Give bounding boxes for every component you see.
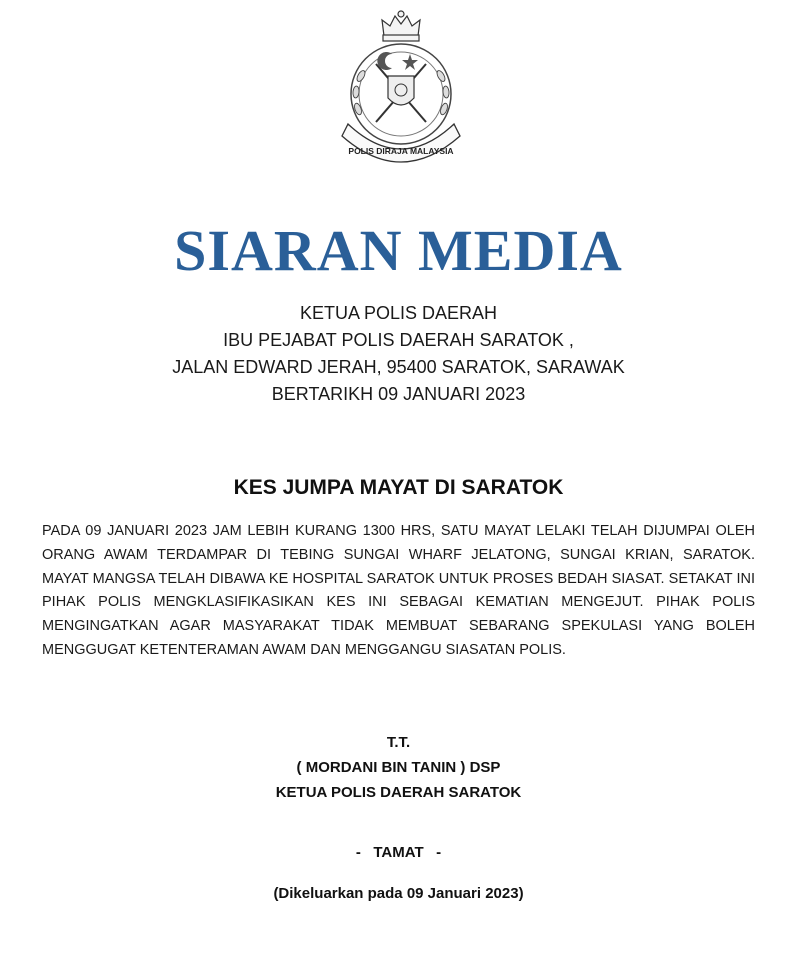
page-title: SIARAN MEDIA — [174, 218, 623, 283]
issued-date: (Dikeluarkan pada 09 Januari 2023) — [273, 885, 524, 902]
body-line: PIHAK POLIS MENGKLASIFIKASIKAN KES INI SEBAGAI KEMATIAN MENGEJUT. PIHAK POLIS — [42, 594, 755, 611]
police-crest-icon — [330, 6, 472, 170]
header-line: KETUA POLIS DAERAH — [299, 303, 498, 323]
header-line: BERTARIKH 09 JANUARI 2023 — [271, 384, 526, 404]
signature-name: ( MORDANI BIN TANIN ) DSP — [296, 759, 501, 776]
signature-tt: T.T. — [386, 734, 411, 751]
end-mark: - TAMAT - — [355, 844, 442, 861]
header-line: JALAN EDWARD JERAH, 95400 SARATOK, SARAWAK — [172, 357, 625, 377]
body-line: MAYAT MANGSA TELAH DIBAWA KE HOSPITAL SARATOK UNTUK PROSES BEDAH SIASAT. SETAKAT INI — [42, 570, 755, 587]
header-block — [0, 300, 797, 408]
body-paragraph — [42, 520, 755, 663]
body-line: PADA 09 JANUARI 2023 JAM LEBIH KURANG 1300 HRS, SATU MAYAT LELAKI TELAH DIJUMPAI OLEH — [42, 523, 755, 539]
case-title: KES JUMPA MAYAT DI SARATOK — [233, 476, 564, 499]
body-line: MENGGUGAT KETENTERAMAN AWAM DAN MENGGANGU SIASATAN POLIS. — [42, 641, 566, 658]
signature-block — [0, 730, 797, 805]
svg-text:POLIS DIRAJA MALAYSIA: POLIS DIRAJA MALAYSIA — [348, 146, 454, 156]
header-line: IBU PEJABAT POLIS DAERAH SARATOK , — [223, 330, 574, 350]
signature-position: KETUA POLIS DAERAH SARATOK — [275, 784, 522, 801]
body-line: MENGINGATKAN AGAR MASYARAKAT TIDAK MEMBUAT SEBARANG SPEKULASI YANG BOLEH — [42, 618, 755, 635]
body-line: ORANG AWAM TERDAMPAR DI TEBING SUNGAI WHARF JELATONG, SUNGAI KRIAN, SARATOK. — [42, 546, 755, 563]
